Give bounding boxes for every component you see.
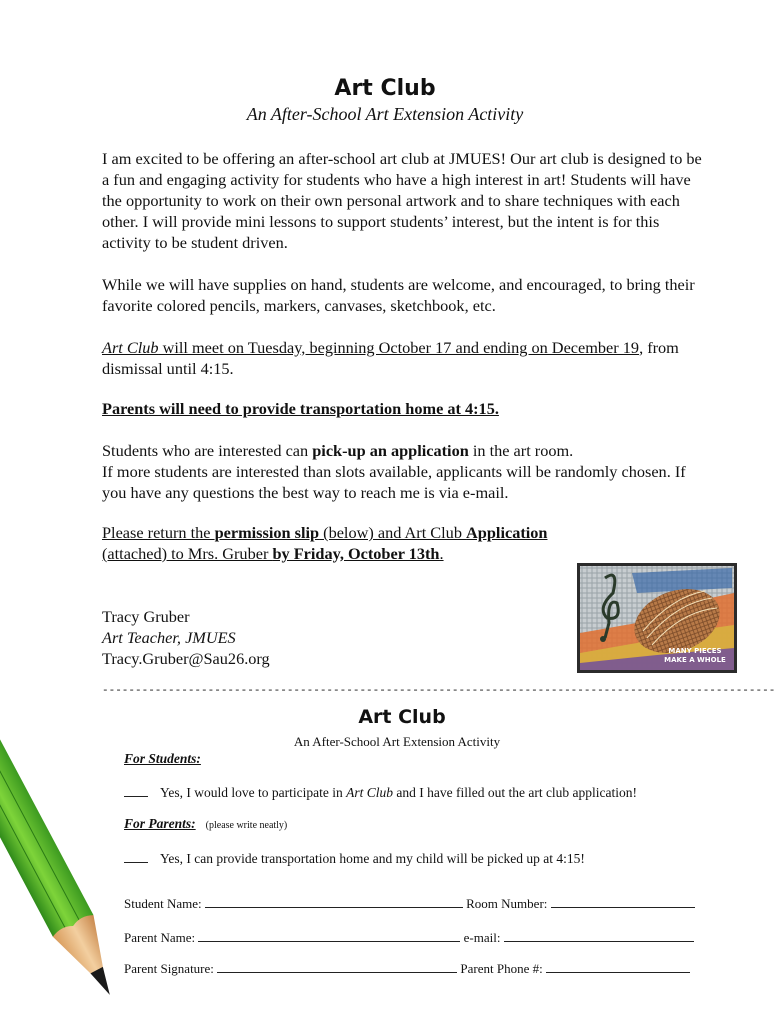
intro-paragraph: I am excited to be offering an after-school art club at JMUES! Our art club is designed to be a fun and engaging activity for students who have a high interest in art! Students will have the opportunity to work on their own personal artwork and to share techniques with each other. I will provide mini lessons to support students’ interest, but the intent is for this activity to be student driven.: [102, 149, 702, 252]
club-name: Art Club: [102, 338, 159, 357]
signature-email: Tracy.Gruber@Sau26.org: [102, 649, 270, 668]
supplies-paragraph: While we will have supplies on hand, students are welcome, and encouraged, to bring their favorite colored pencils, markers, canvases, sketchbook, etc.: [102, 275, 695, 315]
write-neatly-note: (please write neatly): [205, 820, 288, 831]
student-name-label: Student Name:: [124, 896, 202, 911]
room-number-label: Room Number:: [466, 896, 548, 911]
app-text-a: Students who are interested can: [102, 441, 313, 460]
email-field[interactable]: [504, 929, 694, 942]
cut-line-divider: ------------------------------------------------------------------------------------------------------: [102, 685, 775, 697]
student-info-row: [124, 895, 709, 912]
for-parents-heading: For Parents:: [124, 816, 196, 831]
parent-name-field[interactable]: [198, 929, 460, 942]
parent-name-label: Parent Name:: [124, 930, 196, 945]
signature-block: [102, 606, 270, 669]
parent-info-row: [124, 929, 709, 946]
student-name-field[interactable]: [205, 895, 463, 908]
return-paragraph: [102, 522, 702, 564]
transportation-notice: Parents will need to provide transportation home at 4:15.: [102, 399, 499, 418]
for-parents-row: [124, 816, 287, 832]
signature-role: Art Teacher, JMUES: [102, 628, 236, 647]
schedule-underlined: [102, 338, 639, 357]
return-text-e: (attached) to Mrs. Gruber: [102, 544, 273, 563]
for-students-heading: For Students:: [124, 751, 201, 766]
parent-consent-text: Yes, I can provide transportation home and my child will be picked up at 4:15!: [160, 851, 585, 866]
slip-title: Art Club: [358, 706, 446, 728]
page-subtitle: An After-School Art Extension Activity: [246, 104, 524, 124]
parent-signature-row: [124, 960, 709, 977]
student-consent-text-a: Yes, I would love to participate in: [160, 785, 347, 800]
email-label: e-mail:: [463, 930, 501, 945]
app-text-d: If more students are interested than slots available, applicants will be randomly chosen. If you have any questions the best way to reach me is via e-mail.: [102, 462, 686, 502]
return-text-g: .: [439, 544, 444, 563]
return-application: Application: [466, 523, 548, 542]
pencil-icon: [0, 735, 140, 1035]
schedule-dates: will meet on Tuesday, beginning October 17 and ending on December 19: [158, 338, 640, 357]
mosaic-caption-1: MANY PIECES: [668, 647, 722, 655]
parent-phone-label: Parent Phone #:: [460, 961, 543, 976]
student-consent-text-c: and I have filled out the art club application!: [393, 785, 638, 800]
return-text-a: Please return the: [102, 523, 215, 542]
parent-signature-label: Parent Signature:: [124, 961, 214, 976]
student-consent-club: Art Club: [346, 785, 393, 800]
mosaic-caption-2: MAKE A WHOLE: [664, 656, 726, 664]
return-permission-slip: permission slip: [214, 523, 320, 542]
page-title: Art Club: [334, 76, 436, 101]
return-text-c: (below) and Art Club: [319, 523, 467, 542]
room-number-field[interactable]: [551, 895, 695, 908]
schedule-paragraph: [102, 337, 702, 379]
return-deadline: by Friday, October 13th: [272, 544, 440, 563]
app-text-bold: pick-up an application: [312, 441, 469, 460]
student-consent-row: [124, 785, 637, 801]
app-text-c: in the art room.: [468, 441, 574, 460]
parent-signature-field[interactable]: [217, 960, 457, 973]
application-paragraph: [102, 440, 702, 503]
parent-phone-field[interactable]: [546, 960, 690, 973]
parent-consent-row: [124, 851, 585, 867]
schedule-times: , from dismissal until 4:15.: [102, 338, 679, 378]
mosaic-artwork-image: [577, 563, 737, 673]
slip-subtitle: An After-School Art Extension Activity: [293, 734, 501, 749]
signature-name: Tracy Gruber: [102, 607, 190, 626]
